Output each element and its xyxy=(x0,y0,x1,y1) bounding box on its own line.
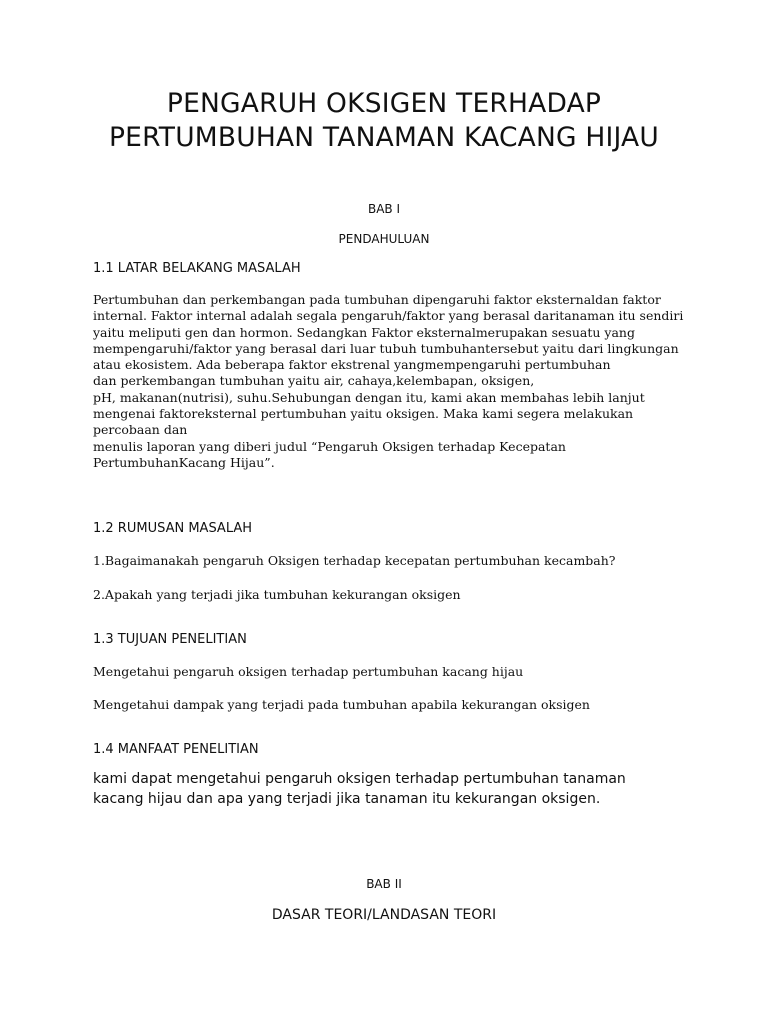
bab2-label: BAB II xyxy=(366,877,402,891)
paragraph-line: atau ekosistem. Ada beberapa faktor ekstrenal yangmempengaruhi pertumbuhan xyxy=(93,357,611,373)
section-1-1-paragraph xyxy=(93,292,693,471)
section-1-3-heading: 1.3 TUJUAN PENELITIAN xyxy=(93,632,247,647)
paragraph-line: pH, makanan(nutrisi), suhu.Sehubungan dengan itu, kami akan membahas lebih lanjut xyxy=(93,389,645,405)
paragraph-line: yaitu meliputi gen dan hormon. Sedangkan Faktor eksternalmerupakan sesuatu yang xyxy=(93,324,635,340)
document-title-line-1: PENGARUH OKSIGEN TERHADAP xyxy=(166,88,602,119)
paragraph-line: percobaan dan xyxy=(93,422,188,438)
paragraph-line: dan perkembangan tumbuhan yaitu air, cahaya,kelembapan, oksigen, xyxy=(93,373,535,389)
paragraph-line: internal. Faktor internal adalah segala pengaruh/faktor yang berasal daritanaman itu sendiri xyxy=(93,308,684,324)
paragraph-line: mempengaruhi/faktor yang berasal dari luar tubuh tumbuhantersebut yaitu dari lingkungan xyxy=(93,340,679,356)
rumusan-item-2: 2.Apakah yang terjadi jika tumbuhan kekurangan oksigen xyxy=(93,587,461,602)
bab2-name: DASAR TEORI/LANDASAN TEORI xyxy=(271,907,497,923)
rumusan-item-1: 1.Bagaimanakah pengaruh Oksigen terhadap kecepatan pertumbuhan kecambah? xyxy=(93,553,616,568)
section-1-4-heading: 1.4 MANFAAT PENELITIAN xyxy=(93,742,259,757)
document-title-line-2: PERTUMBUHAN TANAMAN KACANG HIJAU xyxy=(109,122,659,153)
tujuan-item-2: Mengetahui dampak yang terjadi pada tumbuhan apabila kekurangan oksigen xyxy=(93,697,590,712)
tujuan-item-1: Mengetahui pengaruh oksigen terhadap pertumbuhan kacang hijau xyxy=(93,664,524,679)
section-1-4-paragraph xyxy=(93,769,693,809)
paragraph-line: menulis laporan yang diberi judul “Pengaruh Oksigen terhadap Kecepatan xyxy=(93,438,566,454)
paragraph-line: kami dapat mengetahui pengaruh oksigen terhadap pertumbuhan tanaman xyxy=(93,771,626,787)
section-1-2-heading: 1.2 RUMUSAN MASALAH xyxy=(93,521,253,536)
section-1-1-heading: 1.1 LATAR BELAKANG MASALAH xyxy=(93,261,301,276)
paragraph-line: mengenai faktoreksternal pertumbuhan yaitu oksigen. Maka kami segera melakukan xyxy=(93,406,634,422)
paragraph-line: Pertumbuhan dan perkembangan pada tumbuhan dipengaruhi faktor eksternaldan faktor xyxy=(93,292,661,307)
paragraph-line: kacang hijau dan apa yang terjadi jika tanaman itu kekurangan oksigen. xyxy=(93,791,601,807)
paragraph-line: PertumbuhanKacang Hijau”. xyxy=(93,454,275,470)
bab1-label: BAB I xyxy=(367,202,401,216)
bab1-name: PENDAHULUAN xyxy=(338,232,430,246)
